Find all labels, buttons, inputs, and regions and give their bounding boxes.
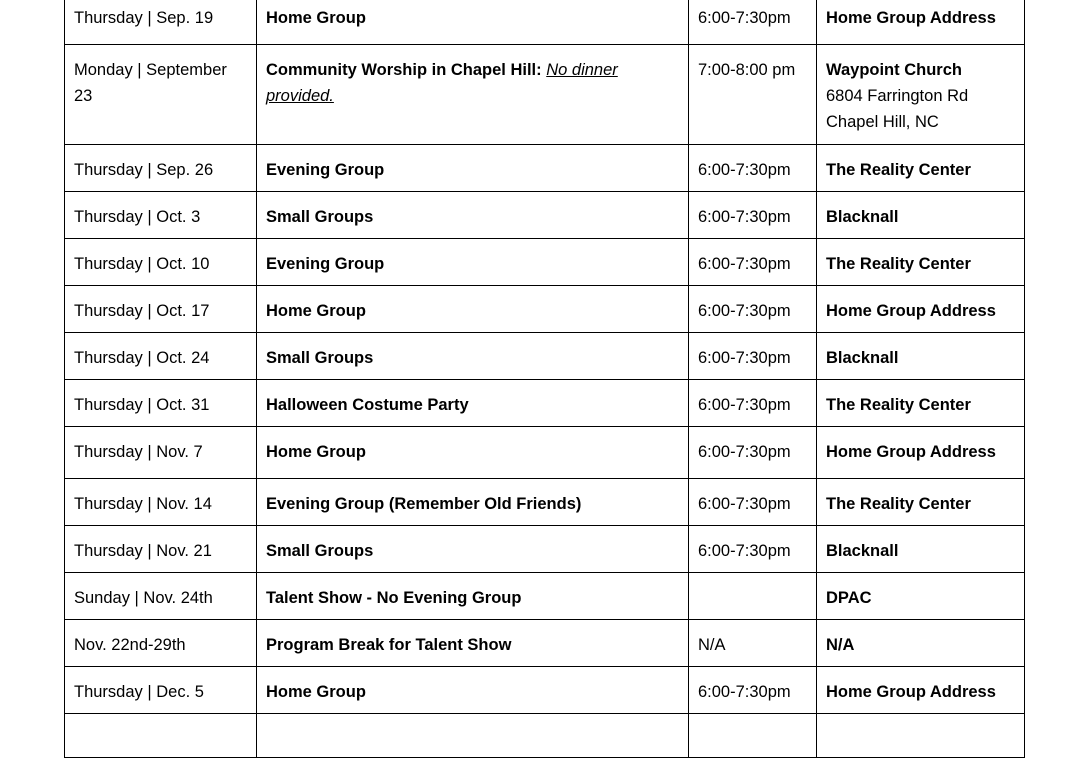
- event-cell: Home Group: [257, 0, 689, 45]
- event-cell: Evening Group: [257, 145, 689, 192]
- date-cell: Thursday | Oct. 3: [65, 192, 257, 239]
- location-cell: The Reality Center: [817, 380, 1025, 427]
- event-note: No dinner provided.: [266, 61, 618, 105]
- date-cell: [65, 714, 257, 758]
- event-title: Community Worship in Chapel Hill:: [266, 61, 542, 79]
- location-name: Waypoint Church: [826, 61, 962, 79]
- time-cell: 6:00-7:30pm: [689, 239, 817, 286]
- date-cell: Thursday | Oct. 10: [65, 239, 257, 286]
- location-cell: Home Group Address: [817, 0, 1025, 45]
- time-cell: 6:00-7:30pm: [689, 479, 817, 526]
- event-cell: Program Break for Talent Show: [257, 620, 689, 667]
- time-cell: [689, 714, 817, 758]
- time-cell: 6:00-7:30pm: [689, 145, 817, 192]
- event-cell: Home Group: [257, 427, 689, 479]
- event-cell: Evening Group: [257, 239, 689, 286]
- time-cell: 6:00-7:30pm: [689, 192, 817, 239]
- location-cell: The Reality Center: [817, 145, 1025, 192]
- date-cell: Thursday | Nov. 21: [65, 526, 257, 573]
- event-cell: [257, 714, 689, 758]
- time-cell: 6:00-7:30pm: [689, 427, 817, 479]
- time-cell: 7:00-8:00 pm: [689, 45, 817, 145]
- location-cell: Home Group Address: [817, 427, 1025, 479]
- date-cell: Thursday | Dec. 5: [65, 667, 257, 714]
- table-row: [65, 45, 1025, 145]
- location-cell: Home Group Address: [817, 667, 1025, 714]
- location-cell: Blacknall: [817, 526, 1025, 573]
- table-row: [65, 192, 1025, 239]
- table-row: [65, 714, 1025, 758]
- date-cell: Thursday | Oct. 24: [65, 333, 257, 380]
- event-cell: Home Group: [257, 286, 689, 333]
- date-cell: Thursday | Sep. 19: [65, 0, 257, 45]
- date-cell: Thursday | Sep. 26: [65, 145, 257, 192]
- event-cell: Home Group: [257, 667, 689, 714]
- time-cell: 6:00-7:30pm: [689, 667, 817, 714]
- location-cell: Blacknall: [817, 333, 1025, 380]
- table-row: [65, 479, 1025, 526]
- table-row: [65, 573, 1025, 620]
- location-cell: Home Group Address: [817, 286, 1025, 333]
- location-cell: [817, 45, 1025, 145]
- event-cell: Evening Group (Remember Old Friends): [257, 479, 689, 526]
- table-row: [65, 380, 1025, 427]
- table-row: [65, 667, 1025, 714]
- event-cell: Small Groups: [257, 192, 689, 239]
- location-cell: N/A: [817, 620, 1025, 667]
- table-row: [65, 620, 1025, 667]
- location-cell: DPAC: [817, 573, 1025, 620]
- time-cell: 6:00-7:30pm: [689, 526, 817, 573]
- location-cell: The Reality Center: [817, 479, 1025, 526]
- event-cell: Small Groups: [257, 526, 689, 573]
- table-row: [65, 286, 1025, 333]
- date-cell: Monday | September 23: [65, 45, 257, 145]
- time-cell: 6:00-7:30pm: [689, 286, 817, 333]
- table-row: [65, 239, 1025, 286]
- location-cell: The Reality Center: [817, 239, 1025, 286]
- location-cell: [817, 714, 1025, 758]
- date-cell: Thursday | Oct. 31: [65, 380, 257, 427]
- time-cell: [689, 573, 817, 620]
- event-cell: Small Groups: [257, 333, 689, 380]
- time-cell: 6:00-7:30pm: [689, 380, 817, 427]
- table-row: [65, 0, 1025, 45]
- date-cell: Thursday | Oct. 17: [65, 286, 257, 333]
- address-line: Chapel Hill, NC: [826, 113, 939, 131]
- table-row: [65, 526, 1025, 573]
- time-cell: N/A: [689, 620, 817, 667]
- schedule-table: [64, 0, 1025, 758]
- date-cell: Thursday | Nov. 14: [65, 479, 257, 526]
- table-row: [65, 427, 1025, 479]
- address-line: 6804 Farrington Rd: [826, 87, 969, 105]
- date-cell: Thursday | Nov. 7: [65, 427, 257, 479]
- location-cell: Blacknall: [817, 192, 1025, 239]
- table-row: [65, 145, 1025, 192]
- event-cell: Halloween Costume Party: [257, 380, 689, 427]
- time-cell: 6:00-7:30pm: [689, 0, 817, 45]
- date-cell: Sunday | Nov. 24th: [65, 573, 257, 620]
- date-cell: Nov. 22nd-29th: [65, 620, 257, 667]
- time-cell: 6:00-7:30pm: [689, 333, 817, 380]
- event-cell: Talent Show - No Evening Group: [257, 573, 689, 620]
- table-row: [65, 333, 1025, 380]
- event-cell: [257, 45, 689, 145]
